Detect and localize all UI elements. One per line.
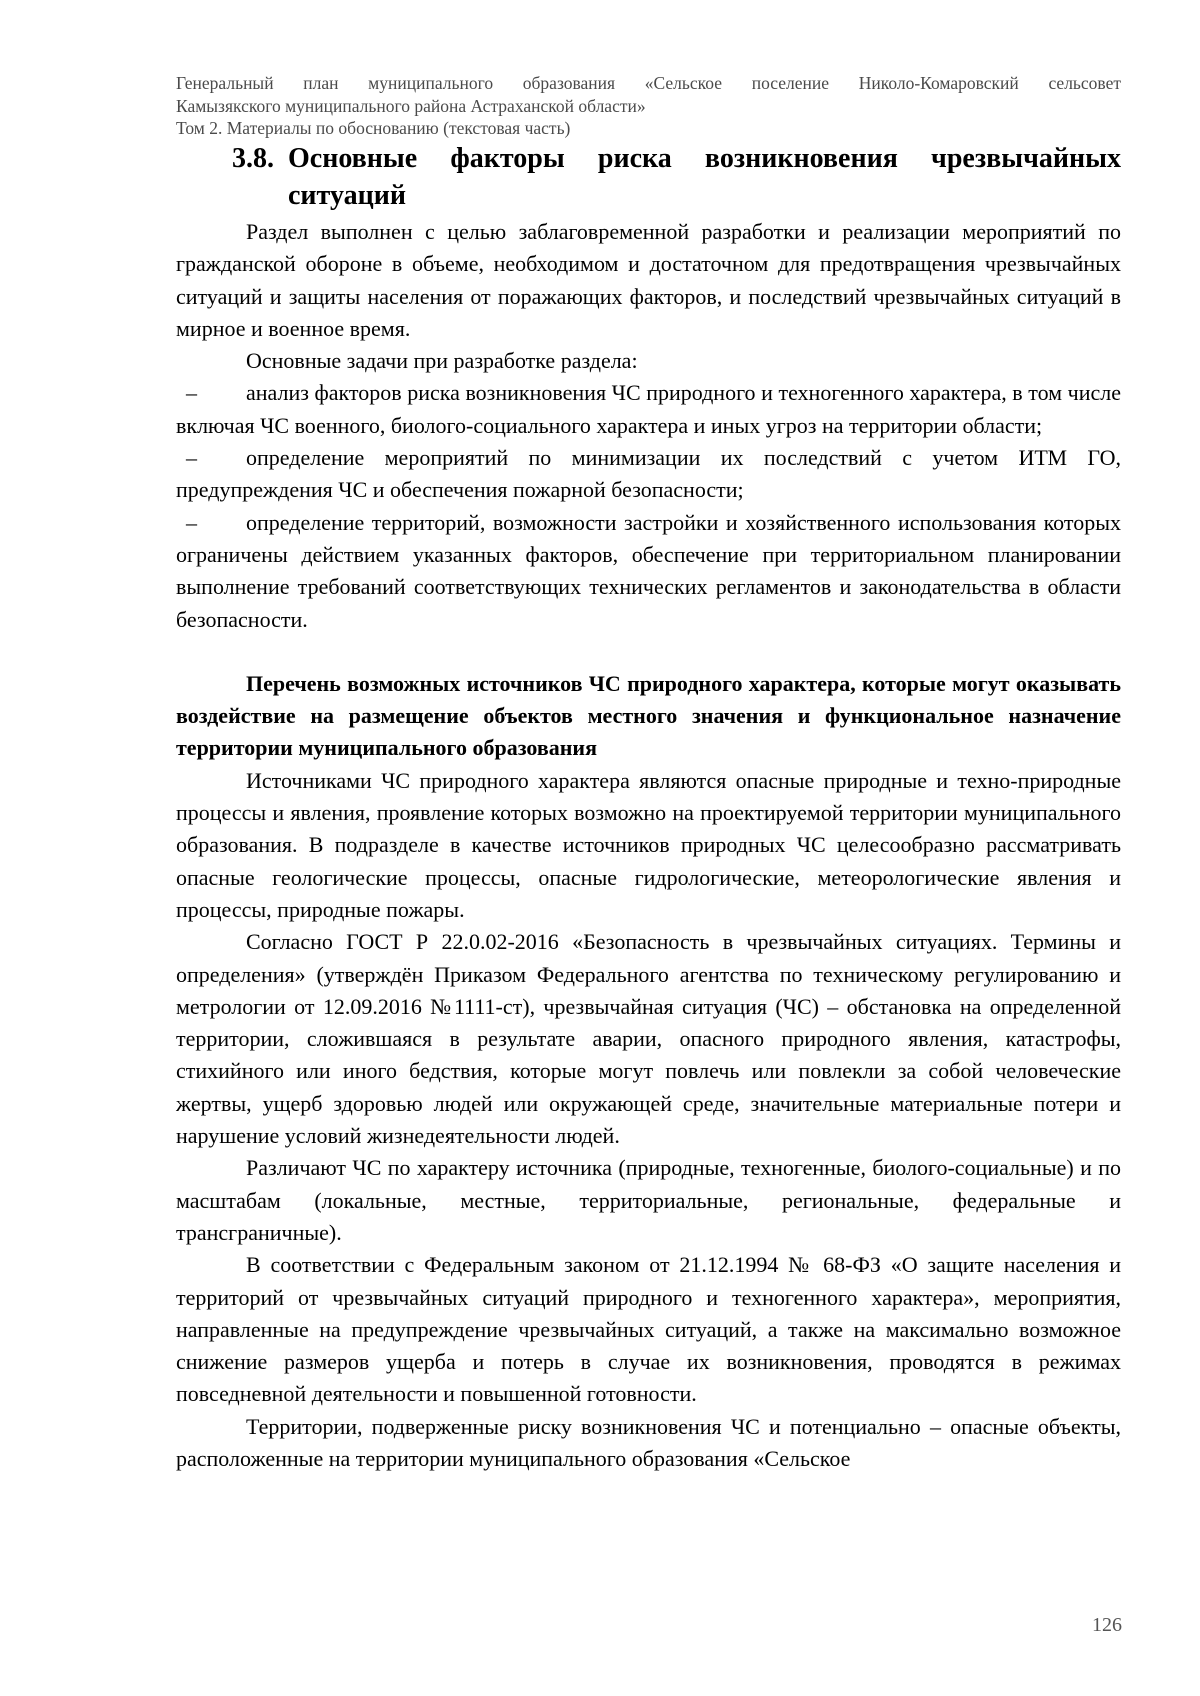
section-number: 3.8. — [232, 143, 274, 174]
dash-marker: – — [186, 509, 197, 535]
task-list-item — [176, 377, 1121, 442]
tasks-heading: Основные задачи при разработке раздела: — [246, 348, 638, 374]
running-header — [176, 72, 1121, 140]
task-text: анализ факторов риска возникновения ЧС природного и техногенного характера, в том числе включая ЧС военного, биолого-социального характера и иных угроз на территории области; — [176, 380, 1121, 438]
section-heading — [176, 140, 1121, 214]
section-title-line-2: ситуаций — [288, 180, 406, 211]
header-line-3: Том 2. Материалы по обоснованию (текстовая часть) — [176, 118, 571, 138]
body-paragraph: Территории, подверженные риску возникновения ЧС и потенциально – опасные объекты, расположенные на территории муниципального образования «Сельское — [176, 1413, 1121, 1471]
task-list-item — [176, 442, 1121, 507]
header-line-2: Камызякского муниципального района Астраханской области» — [176, 95, 646, 116]
task-text: определение территорий, возможности застройки и хозяйственного использования которых ограничены действием указанных факторов, обеспечение при территориальном планировании выполнение требований соответствующих технических регламентов и законодательства в области безопасности. — [176, 509, 1121, 632]
page-content — [176, 140, 1121, 1475]
task-list-item — [176, 507, 1121, 636]
subsection-heading: Перечень возможных источников ЧС природного характера, которые могут оказывать воздействие на размещение объектов местного значения и функциональное назначение территории муниципального образования — [176, 670, 1121, 761]
dash-marker: – — [186, 380, 197, 406]
header-line-1: Генеральный план муниципального образования «Сельское поселение Николо-Комаровский сельсовет — [176, 73, 1121, 93]
body-paragraph: Источниками ЧС природного характера являются опасные природные и техно-природные процессы и явления, проявление которых возможно на проектируемой территории муниципального образования. В подразделе в качестве источников природных ЧС целесообразно рассматривать опасные геологические процессы, опасные гидрологические, метеорологические явления и процессы, природные пожары. — [176, 767, 1121, 922]
section-title — [274, 140, 1121, 214]
section-title-line-1: Основные факторы риска возникновения чрезвычайных — [288, 143, 1121, 174]
intro-paragraph: Раздел выполнен с целью заблаговременной разработки и реализации мероприятий по гражданской обороне в объеме, необходимом и достаточном для предотвращения чрезвычайных ситуаций и защиты населения от поражающих факторов, и последствий чрезвычайных ситуаций в мирное и военное время. — [176, 219, 1121, 341]
body-paragraph: Различают ЧС по характеру источника (природные, техногенные, биолого-социальные) и по масштабам (локальные, местные, территориальные, региональные, федеральные и трансграничные). — [176, 1155, 1121, 1245]
dash-marker: – — [186, 445, 197, 471]
body-paragraph: Согласно ГОСТ Р 22.0.02-2016 «Безопасность в чрезвычайных ситуациях. Термины и определения» (утверждён Приказом Федерального агентства по техническому регулированию и метрологии от 12.09.2016 №1111-ст), чрезвычайная ситуация (ЧС) – обстановка на определенной территории, сложившаяся в результате аварии, опасного природного явления, катастрофы, стихийного или иного бедствия, которые могут повлечь или повлекли за собой человеческие жертвы, ущерб здоровью людей или окружающей среде, значительные материальные потери и нарушение условий жизнедеятельности людей. — [176, 929, 1121, 1149]
task-text: определение мероприятий по минимизации их последствий с учетом ИТМ ГО, предупреждения ЧС и обеспечения пожарной безопасности; — [176, 445, 1121, 503]
page-number: 126 — [1092, 1614, 1122, 1636]
body-paragraph: В соответствии с Федеральным законом от 21.12.1994 № 68-ФЗ «О защите населения и территорий от чрезвычайных ситуаций природного и техногенного характера», мероприятия, направленные на предупреждение чрезвычайных ситуаций, а также на максимально возможное снижение размеров ущерба и потерь в случае их возникновения, проводятся в режимах повседневной деятельности и повышенной готовности. — [176, 1252, 1121, 1407]
spacer — [176, 636, 1121, 668]
